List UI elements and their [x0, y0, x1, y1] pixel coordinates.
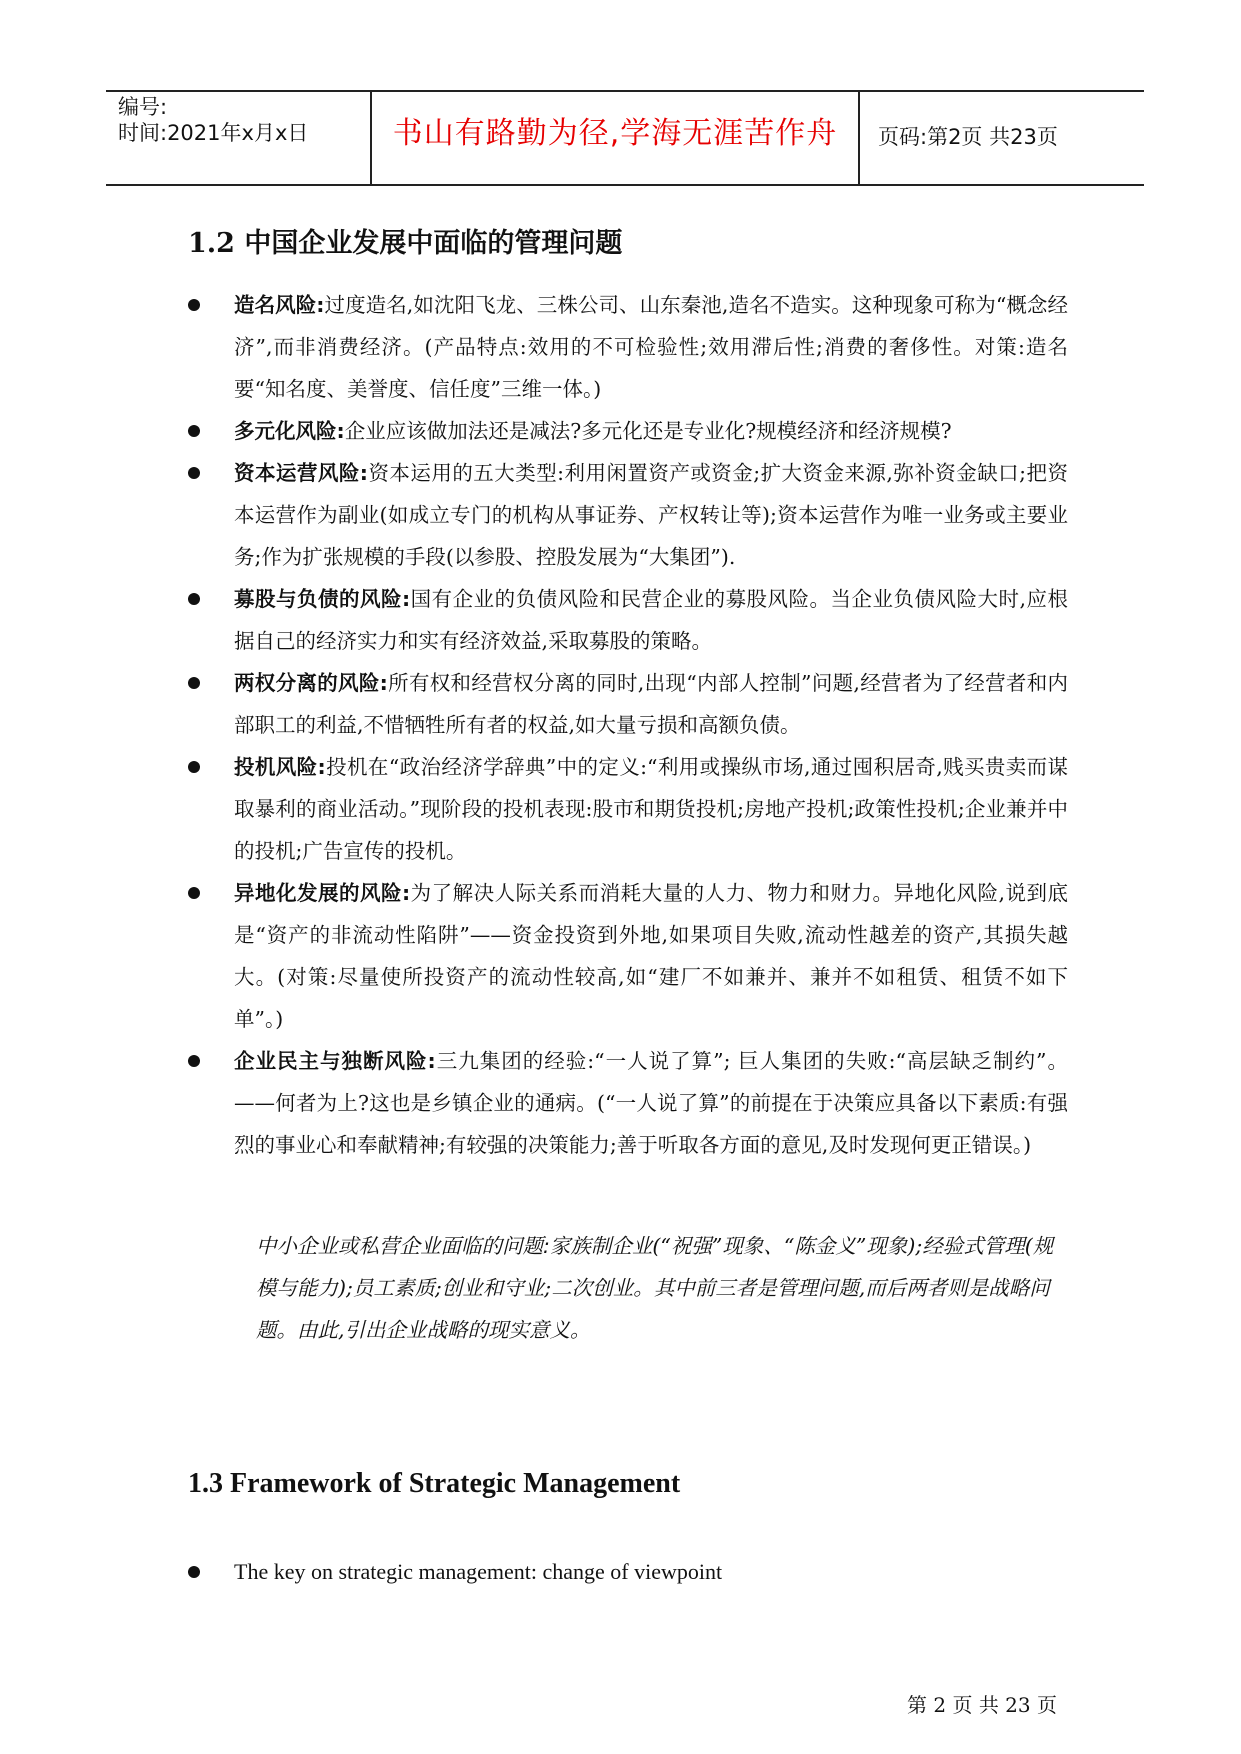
list-item — [188, 1040, 1068, 1166]
item-term: 投机风险: — [234, 755, 326, 779]
item-text: The key on strategic management: change of viewpoint — [234, 1559, 723, 1584]
header-meta-cell — [106, 92, 368, 184]
list-item — [188, 578, 1068, 662]
item-text: 资本运用的五大类型:利用闲置资产或资金;扩大资金来源,弥补资金缺口;把资本运营作为副业(如成立专门的机构从事证券、产权转让等);资本运营作为唯一业务或主要业务;作为扩张规模的手段(以参股、控股发展为“大集团”). — [234, 461, 1068, 569]
item-text: 三九集团的经验:“一人说了算”; 巨人集团的失败:“高层缺乏制约”。——何者为上?这也是乡镇企业的通病。(“一人说了算”的前提在于决策应具备以下素质:有强烈的事业心和奉献精神;有较强的决策能力;善于听取各方面的意见,及时发现何更正错误。) — [234, 1049, 1068, 1157]
bullet-icon — [188, 1055, 200, 1067]
bullet-icon — [188, 677, 200, 689]
header-motto-cell — [370, 92, 860, 184]
list-item — [188, 452, 1068, 578]
item-term: 募股与负债的风险: — [234, 587, 411, 611]
bullet-icon — [188, 425, 200, 437]
list-item — [188, 662, 1068, 746]
item-text: 企业应该做加法还是减法?多元化还是专业化?规模经济和经济规模? — [344, 419, 952, 443]
page-footer: 第 2 页 共 23 页 — [907, 1693, 1057, 1717]
item-term: 企业民主与独断风险: — [234, 1049, 436, 1073]
list-item — [188, 410, 1068, 452]
bullet-icon — [188, 467, 200, 479]
item-term: 资本运营风险: — [234, 461, 368, 485]
item-text: 国有企业的负债风险和民营企业的募股风险。当企业负债风险大时,应根据自己的经济实力和实有经济效益,采取募股的策略。 — [234, 587, 1068, 653]
list-item — [188, 872, 1068, 1040]
bullet-icon — [188, 299, 200, 311]
item-text: 所有权和经营权分离的同时,出现“内部人控制”问题,经营者为了经营者和内部职工的利益,不惜牺牲所有者的权益,如大量亏损和高额负债。 — [234, 671, 1068, 737]
item-text: 过度造名,如沈阳飞龙、三株公司、山东秦池,造名不造实。这种现象可称为“概念经济”,而非消费经济。(产品特点:效用的不可检验性;效用滞后性;消费的奢侈性。对策:造名要“知名度、美誉度、信任度”三维一体。) — [234, 293, 1068, 401]
note-text: 家族制企业(“祝强”现象、“陈金义”现象);经验式管理(规模与能力);员工素质;创业和守业;二次创业。其中前三者是管理问题,而后两者则是战略问题。由此,引出企业战略的现实意义。 — [256, 1234, 1054, 1342]
bullet-icon — [188, 593, 200, 605]
header-page-cell — [860, 92, 1144, 184]
page-header — [106, 90, 1144, 186]
item-text: 投机在“政治经济学辞典”中的定义:“利用或操纵市场,通过囤积居奇,贱买贵卖而谋取暴利的商业活动。”现阶段的投机表现:股市和期货投机;房地产投机;政策性投机;企业兼并中的投机;广告宣传的投机。 — [234, 755, 1068, 863]
bullet-icon — [188, 1566, 200, 1578]
item-text: 为了解决人际关系而消耗大量的人力、物力和财力。异地化风险,说到底是“资产的非流动性陷阱”——资金投资到外地,如果项目失败,流动性越差的资产,其损失越大。(对策:尽量使所投资产的流动性较高,如“建厂不如兼并、兼并不如租赁、租赁不如下单”。) — [234, 881, 1068, 1031]
motto-text: 书山有路勤为径,学海无涯苦作舟 — [392, 116, 838, 151]
section-heading-1-3: 1.3 Framework of Strategic Management — [188, 1468, 681, 1499]
list-item — [188, 746, 1068, 872]
item-term: 多元化风险: — [234, 419, 345, 443]
list-item — [188, 1556, 1114, 1588]
item-term: 两权分离的风险: — [234, 671, 388, 695]
note-term: 中小企业或私营企业面临的问题: — [256, 1234, 550, 1258]
bullet-icon — [188, 761, 200, 773]
item-term: 造名风险: — [234, 293, 325, 317]
header-page-label: 页码:第2页 共23页 — [878, 125, 1058, 149]
risk-list — [188, 284, 1068, 1166]
time-label: 时间:2021年x月x日 — [118, 121, 309, 145]
list-item — [188, 284, 1068, 410]
serial-label: 编号: — [118, 95, 168, 119]
sme-note — [256, 1225, 1066, 1351]
item-term: 异地化发展的风险: — [234, 881, 411, 905]
section-heading-1-2: 1.2 中国企业发展中面临的管理问题 — [188, 228, 623, 259]
bullet-icon — [188, 887, 200, 899]
